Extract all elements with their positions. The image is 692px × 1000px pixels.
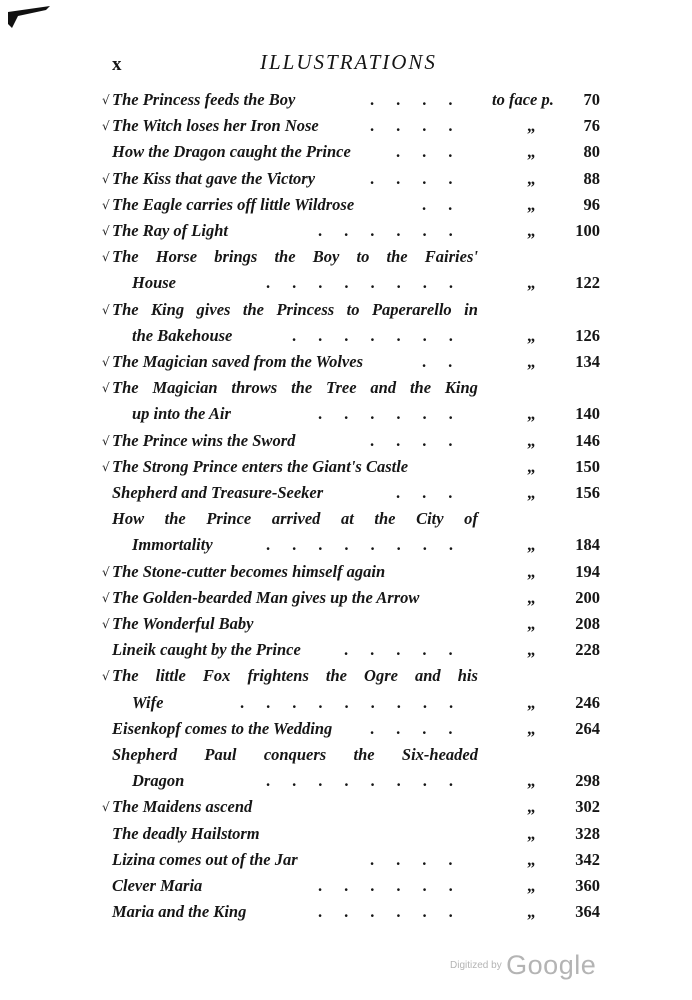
leader-dots: ........ <box>266 771 475 791</box>
illustration-title: The Magician saved from the Wolves <box>112 352 363 371</box>
ditto-mark: „ <box>527 483 536 502</box>
illustration-title: the Bakehouse <box>132 325 233 345</box>
ditto-mark: „ <box>527 221 536 240</box>
page-reference: 264 <box>575 718 600 738</box>
leader-dots: .. <box>422 352 475 371</box>
illustration-title-words: The Horse brings the Boy to the Fairies' <box>112 247 478 267</box>
google-logo: Google <box>506 950 597 980</box>
page-reference: 194 <box>575 561 600 581</box>
illustration-title: up into the Air <box>132 404 231 424</box>
page-reference: 156 <box>575 483 600 502</box>
illustration-entry-line <box>112 273 604 297</box>
ditto-mark: „ <box>527 640 536 660</box>
illustration-entry-line <box>112 457 604 481</box>
page-reference: 184 <box>575 535 600 555</box>
leader-dots: ....... <box>292 325 475 345</box>
check-mark-icon: √ <box>102 459 110 474</box>
illustration-entry-line <box>112 326 604 350</box>
leader-dots: ... <box>396 483 475 502</box>
page-reference: 342 <box>575 849 600 869</box>
illustration-title: Wife <box>132 692 164 712</box>
illustration-entry-line <box>112 116 604 140</box>
google-digitized-watermark <box>450 950 596 981</box>
illustration-title: The deadly Hailstorm <box>112 823 260 843</box>
check-mark-icon: √ <box>102 224 110 238</box>
leader-dots: .. <box>422 194 475 214</box>
illustration-title-words: How the Prince arrived at the City of <box>112 509 478 529</box>
ditto-mark: „ <box>527 692 536 712</box>
page-reference: 246 <box>575 692 600 712</box>
ditto-mark: „ <box>527 614 536 633</box>
illustration-title: The Strong Prince enters the Giant's Castle <box>112 456 409 476</box>
check-mark-icon: √ <box>102 197 110 212</box>
illustration-title: Lineik caught by the Prince <box>112 640 301 660</box>
illustration-entry-line <box>112 745 604 769</box>
illustration-title-words: The King gives the Princess to Paperarello in <box>112 299 478 319</box>
ditto-mark: „ <box>527 325 536 345</box>
check-mark-icon: √ <box>102 355 110 369</box>
ditto-mark: „ <box>527 902 536 922</box>
illustration-entry-line <box>112 535 604 559</box>
illustration-title: The Golden-bearded Man gives up the Arrow <box>112 587 420 607</box>
illustration-entry-line <box>112 876 604 900</box>
check-mark-icon: √ <box>102 617 110 631</box>
illustration-title: The Ray of Light <box>112 221 228 240</box>
leader-dots: .... <box>370 849 475 869</box>
ditto-mark: „ <box>527 404 536 424</box>
page-reference: 208 <box>575 614 600 633</box>
page-reference: 126 <box>575 325 600 345</box>
illustration-title: Maria and the King <box>112 902 247 922</box>
ditto-mark: „ <box>527 849 536 869</box>
illustration-title: Immortality <box>132 535 213 555</box>
leader-dots: ........ <box>266 535 475 555</box>
page-reference: 80 <box>583 142 600 162</box>
illustration-title: Shepherd and Treasure-Seeker <box>112 483 324 502</box>
illustration-title-words: Shepherd Paul conquers the Six-headed <box>112 745 478 764</box>
leader-dots: .... <box>370 168 475 188</box>
illustration-entry-line <box>112 771 604 795</box>
leader-dots: ........ <box>266 273 475 293</box>
page-reference: 146 <box>575 430 600 450</box>
illustration-entry-line <box>112 169 604 193</box>
page-reference: 360 <box>575 876 600 895</box>
leader-dots: ...... <box>318 221 475 240</box>
illustration-entry-line <box>112 431 604 455</box>
leader-dots: .... <box>370 718 475 738</box>
ditto-mark: „ <box>527 168 536 188</box>
illustration-entry-line <box>112 562 604 586</box>
page-reference: 200 <box>575 587 600 607</box>
leader-dots: .... <box>370 116 475 136</box>
ditto-mark: „ <box>527 535 536 555</box>
check-mark-icon: √ <box>102 433 110 448</box>
leader-dots: ..... <box>344 640 475 660</box>
ditto-mark: „ <box>527 142 536 162</box>
illustration-entry-line <box>112 588 604 612</box>
ditto-mark: „ <box>527 587 536 607</box>
illustration-entry-line <box>112 247 604 271</box>
illustration-entry-line <box>112 902 604 926</box>
illustration-title: The Prince wins the Sword <box>112 430 296 450</box>
illustration-entry-line <box>112 666 604 690</box>
page-reference: 364 <box>575 902 600 922</box>
page-reference: 302 <box>575 797 600 817</box>
ditto-mark: „ <box>527 194 536 214</box>
ditto-mark: „ <box>527 352 536 371</box>
illustration-title: How the Dragon caught the Prince <box>112 142 351 162</box>
page-reference: 140 <box>575 404 600 424</box>
ditto-mark: „ <box>527 718 536 738</box>
check-mark-icon: √ <box>102 590 110 605</box>
check-mark-icon: √ <box>102 669 110 684</box>
check-mark-icon: √ <box>102 564 110 579</box>
leader-dots: ......... <box>240 692 476 712</box>
page-header <box>110 50 600 76</box>
ditto-mark: „ <box>527 430 536 450</box>
page-reference: 70 <box>583 90 600 109</box>
illustration-entry-line <box>112 90 604 114</box>
ditto-mark: „ <box>527 771 536 791</box>
check-mark-icon: √ <box>102 250 110 265</box>
leader-dots: ...... <box>318 902 475 922</box>
illustration-entry-line <box>112 195 604 219</box>
illustration-entry-line <box>112 378 604 402</box>
illustration-entry-line <box>112 300 604 324</box>
ditto-mark: „ <box>527 561 536 581</box>
ditto-mark: „ <box>527 456 536 476</box>
illustration-entry-line <box>112 483 604 507</box>
ditto-mark: „ <box>527 876 536 895</box>
ditto-mark: „ <box>527 797 536 817</box>
illustration-title-words: The Magician throws the Tree and the King <box>112 378 478 398</box>
check-mark-icon: √ <box>102 93 110 107</box>
illustration-entry-line <box>112 404 604 428</box>
check-mark-icon: √ <box>102 302 110 317</box>
illustration-title: Lizina comes out of the Jar <box>112 849 298 869</box>
ditto-mark: „ <box>527 116 536 136</box>
illustration-title: House <box>132 273 177 293</box>
to-face-page-label: to face p. <box>492 90 554 109</box>
illustration-title: The Wonderful Baby <box>112 614 254 633</box>
leader-dots: ...... <box>318 876 475 895</box>
ink-smudge-mark <box>6 4 54 32</box>
check-mark-icon: √ <box>102 119 110 134</box>
illustration-entry-line <box>112 719 604 743</box>
page-reference: 328 <box>575 823 600 843</box>
page-reference: 76 <box>583 116 600 136</box>
page-number: x <box>112 54 122 75</box>
illustration-entry-line <box>112 221 604 245</box>
illustration-title: The Eagle carries off little Wildrose <box>112 194 355 214</box>
leader-dots: ...... <box>318 404 475 424</box>
illustration-title: The Witch loses her Iron Nose <box>112 116 319 136</box>
illustration-entry-line <box>112 614 604 638</box>
illustration-title: The Kiss that gave the Victory <box>112 168 316 188</box>
check-mark-icon: √ <box>102 800 110 815</box>
illustration-title: The Maidens ascend <box>112 797 253 817</box>
illustration-title: The Princess feeds the Boy <box>112 90 296 109</box>
check-mark-icon: √ <box>102 171 110 186</box>
leader-dots: .... <box>370 90 475 109</box>
page-reference: 134 <box>575 352 600 371</box>
page-reference: 122 <box>575 273 600 293</box>
illustration-entry-line <box>112 509 604 533</box>
page-reference: 88 <box>583 168 600 188</box>
illustration-entry-line <box>112 824 604 848</box>
page-reference: 150 <box>575 456 600 476</box>
leader-dots: .... <box>370 430 475 450</box>
illustration-title: The Stone-cutter becomes himself again <box>112 561 386 581</box>
check-mark-icon: √ <box>102 381 110 396</box>
page-reference: 96 <box>583 194 600 214</box>
illustration-title: Dragon <box>132 771 185 791</box>
illustration-title: Clever Maria <box>112 876 203 895</box>
ditto-mark: „ <box>527 823 536 843</box>
illustration-entry-line <box>112 797 604 821</box>
leader-dots: ... <box>396 142 475 162</box>
page-reference: 100 <box>575 221 600 240</box>
illustration-entry-line <box>112 850 604 874</box>
illustration-title: Eisenkopf comes to the Wedding <box>112 718 333 738</box>
ditto-mark: „ <box>527 273 536 293</box>
illustration-title-words: The little Fox frightens the Ogre and his <box>112 666 478 686</box>
watermark-prefix: Digitized by <box>450 960 502 971</box>
illustration-entry-line <box>112 693 604 717</box>
page-reference: 228 <box>575 640 600 660</box>
page-reference: 298 <box>575 771 600 791</box>
illustration-entry-line <box>112 352 604 376</box>
running-title: ILLUSTRATIONS <box>260 50 437 74</box>
illustration-entry-line <box>112 640 604 664</box>
illustration-entry-line <box>112 142 604 166</box>
